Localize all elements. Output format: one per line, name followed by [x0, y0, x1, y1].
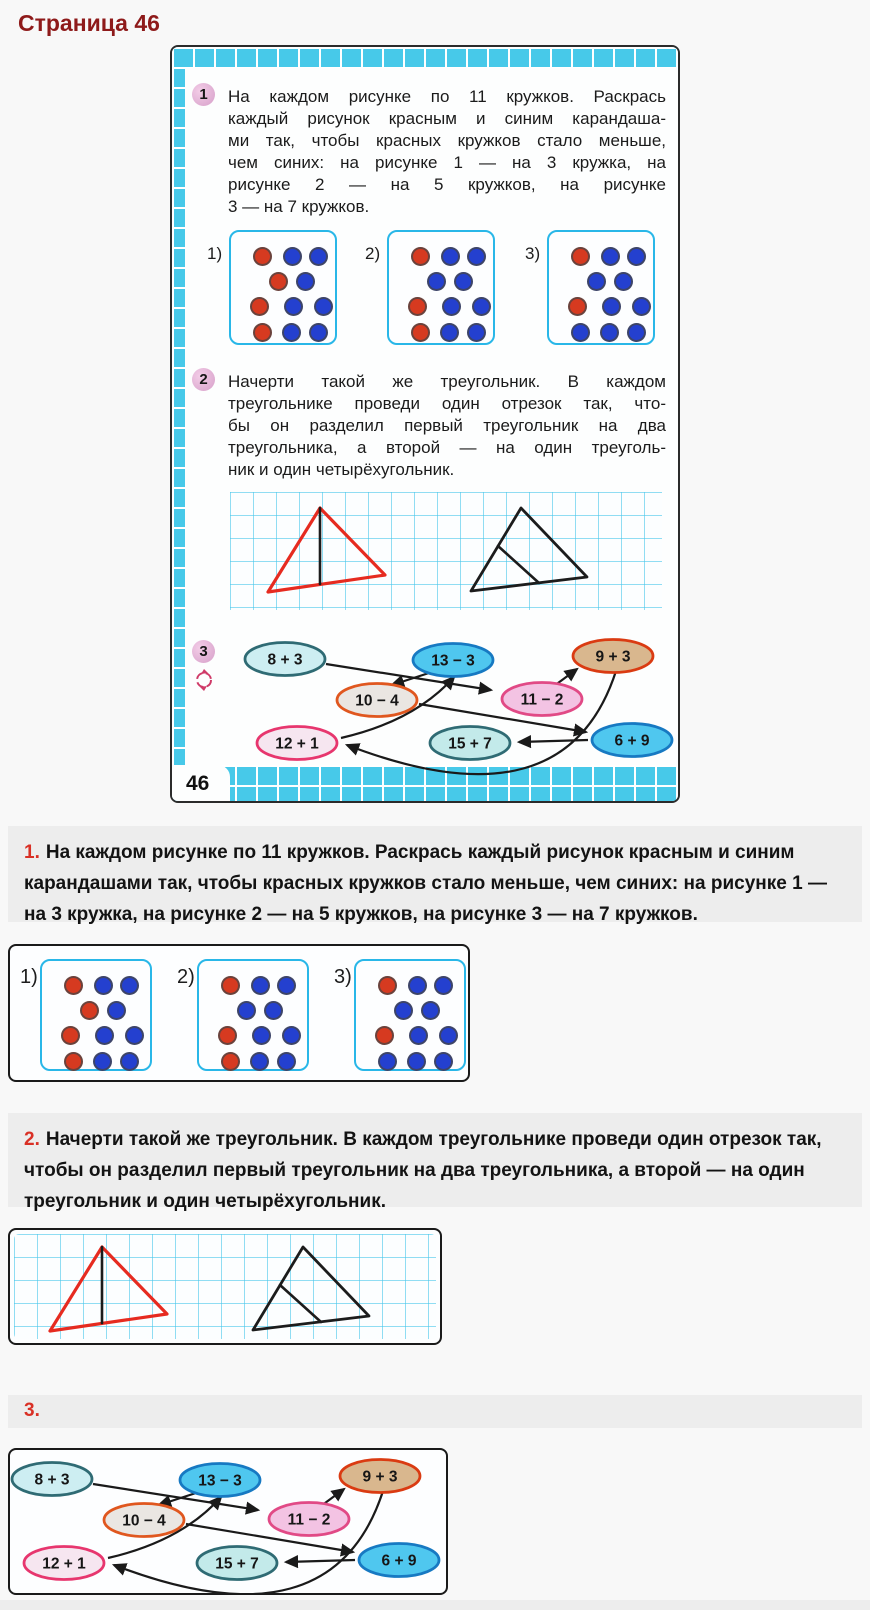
- blue-circle: [394, 1001, 413, 1020]
- scan-border-top: [172, 47, 678, 68]
- text-line: бы он разделил первый треугольник на два: [228, 416, 666, 435]
- expression-text: 15 + 7: [448, 735, 492, 753]
- blue-circle: [283, 247, 302, 266]
- expression-oval: [257, 727, 337, 760]
- exercise-2-body: Начерти такой же треугольник. В каждом треугольнике проведи один отрезок так, чтобы он разделил первый треугольник на два треугольника, а второй — на один треугольник и один четырёхугольник.: [24, 1129, 822, 1212]
- task-1-badge: 1: [192, 83, 215, 106]
- arrow-6 + 9-to-15 + 7: [286, 1560, 355, 1562]
- expression-text: 11 − 2: [520, 691, 564, 709]
- triangle-edge: [253, 1247, 369, 1330]
- expression-text: 13 − 3: [431, 652, 475, 670]
- red-circle: [64, 1052, 83, 1071]
- expression-oval: [180, 1464, 260, 1497]
- expression-text: 10 − 4: [122, 1512, 166, 1530]
- exercise-2-figure-grid: [14, 1234, 436, 1339]
- expression-text: 15 + 7: [215, 1555, 259, 1573]
- blue-circle: [439, 1026, 458, 1045]
- red-circle: [411, 323, 430, 342]
- exercise-2-statement: [8, 1113, 862, 1212]
- text-line: ник и один четырёхугольник.: [228, 460, 455, 479]
- scan-page-number-label: 46: [186, 772, 210, 795]
- circle-picture: [547, 230, 655, 345]
- expression-oval: [12, 1463, 92, 1496]
- task-2-badge: 2: [192, 368, 215, 391]
- triangle-edge: [268, 508, 385, 592]
- red-circle: [61, 1026, 80, 1045]
- triangle-edge: [471, 508, 587, 591]
- blue-circle: [309, 323, 328, 342]
- blue-circle: [467, 247, 486, 266]
- text-line: 3 — на 7 кружков.: [228, 197, 370, 216]
- expression-text: 6 + 9: [614, 732, 650, 750]
- exercise-1-statement: [8, 826, 862, 925]
- blue-circle: [93, 1052, 112, 1071]
- blue-circle: [282, 323, 301, 342]
- expression-text: 12 + 1: [275, 735, 319, 753]
- expression-text: 9 + 3: [362, 1468, 398, 1486]
- text-line: ми так, чтобы красных кружков стало меньше,: [228, 131, 666, 150]
- blue-circle: [442, 297, 461, 316]
- expression-oval: [104, 1504, 184, 1537]
- blue-circle: [427, 272, 446, 291]
- triangle-edge: [280, 1285, 321, 1322]
- blue-circle: [441, 247, 460, 266]
- text-line: треугольнике проведи один отрезок так, что-: [228, 394, 666, 413]
- triangle-edge: [50, 1247, 167, 1331]
- blue-circle: [440, 323, 459, 342]
- blue-circle: [571, 323, 590, 342]
- text-line: каждый рисунок красным и синим карандаша-: [228, 109, 666, 128]
- blue-circle: [600, 323, 619, 342]
- exercise-1-answer-box: [8, 944, 470, 1082]
- blue-circle: [627, 247, 646, 266]
- exercise-3-diagram: [8, 1449, 442, 1595]
- blue-circle: [409, 1026, 428, 1045]
- red-circle: [411, 247, 430, 266]
- arrow-13 − 3-to-10 − 4: [159, 1492, 199, 1505]
- blue-circle: [614, 272, 633, 291]
- text-line: рисунке 2 — на 5 кружков, на рисунке: [228, 175, 666, 194]
- task-2-figure-grid: [230, 492, 662, 610]
- blue-circle: [434, 1052, 453, 1071]
- blue-circle: [467, 323, 486, 342]
- expression-oval: [340, 1460, 420, 1493]
- expression-text: 13 − 3: [198, 1472, 242, 1490]
- triangle-edge: [498, 546, 539, 583]
- page-title: Страница 46: [18, 10, 160, 36]
- expression-oval: [24, 1547, 104, 1580]
- expression-oval: [359, 1544, 439, 1577]
- red-circle: [221, 1052, 240, 1071]
- blue-circle: [454, 272, 473, 291]
- blue-circle: [378, 1052, 397, 1071]
- scan-border-left: [172, 67, 185, 767]
- red-circle: [80, 1001, 99, 1020]
- expression-oval: [430, 727, 510, 760]
- picture-label: 3): [334, 966, 352, 988]
- red-circle: [218, 1026, 237, 1045]
- blue-circle: [277, 976, 296, 995]
- text-line: Начерти такой же треугольник. В каждом: [228, 372, 666, 391]
- red-circle: [250, 297, 269, 316]
- expression-text: 8 + 3: [267, 651, 303, 669]
- expression-oval: [337, 684, 417, 717]
- textbook-scan: [170, 45, 680, 803]
- red-circle: [378, 976, 397, 995]
- task-2-text: [228, 371, 666, 481]
- blue-circle: [434, 976, 453, 995]
- red-circle: [64, 976, 83, 995]
- arrow-13 − 3-to-10 − 4: [392, 672, 432, 685]
- red-circle: [221, 976, 240, 995]
- blue-circle: [94, 976, 113, 995]
- expression-oval: [573, 640, 653, 673]
- exercise-2-number: 2.: [24, 1129, 40, 1150]
- red-circle: [253, 323, 272, 342]
- exercise-3-answer-box: [8, 1448, 448, 1595]
- red-circle: [375, 1026, 394, 1045]
- expression-text: 12 + 1: [42, 1555, 86, 1573]
- picture-label: 1): [20, 966, 38, 988]
- expression-text: 6 + 9: [381, 1552, 417, 1570]
- blue-circle: [252, 1026, 271, 1045]
- expression-oval: [592, 724, 672, 757]
- expression-text: 8 + 3: [34, 1471, 70, 1489]
- blue-circle: [120, 1052, 139, 1071]
- expression-oval: [269, 1503, 349, 1536]
- expression-oval: [502, 683, 582, 716]
- blue-circle: [587, 272, 606, 291]
- blue-circle: [602, 297, 621, 316]
- blue-circle: [421, 1001, 440, 1020]
- task-2-figure: [230, 492, 654, 602]
- blue-circle: [250, 1052, 269, 1071]
- blue-circle: [314, 297, 333, 316]
- blue-circle: [284, 297, 303, 316]
- blue-circle: [107, 1001, 126, 1020]
- blue-circle: [408, 976, 427, 995]
- circle-picture: [229, 230, 337, 345]
- circle-picture: [40, 959, 152, 1071]
- picture-label: 1): [207, 244, 223, 263]
- picture-label: 2): [365, 244, 381, 263]
- task-3-diagram: [235, 629, 675, 787]
- exercise-3-number: 3.: [24, 1400, 40, 1421]
- red-circle: [253, 247, 272, 266]
- blue-circle: [309, 247, 328, 266]
- expression-text: 11 − 2: [287, 1511, 331, 1529]
- exercise-2-answer-box: [8, 1228, 442, 1345]
- expression-oval: [245, 643, 325, 676]
- red-circle: [408, 297, 427, 316]
- picture-label: 2): [177, 966, 195, 988]
- scan-page-number: [172, 765, 230, 803]
- blue-circle: [472, 297, 491, 316]
- blue-circle: [601, 247, 620, 266]
- red-circle: [269, 272, 288, 291]
- circle-picture: [354, 959, 466, 1071]
- blue-circle: [120, 976, 139, 995]
- circle-picture: [197, 959, 309, 1071]
- blue-circle: [627, 323, 646, 342]
- blue-circle: [407, 1052, 426, 1071]
- blue-circle: [125, 1026, 144, 1045]
- cycle-arrows-icon: [193, 669, 215, 691]
- next-block-edge: [0, 1600, 870, 1610]
- expression-text: 9 + 3: [595, 648, 631, 666]
- task-1-text: [228, 86, 666, 218]
- blue-circle: [237, 1001, 256, 1020]
- picture-label: 3): [525, 244, 541, 263]
- blue-circle: [251, 976, 270, 995]
- expression-oval: [413, 644, 493, 677]
- text-line: треугольника, а второй — на один треуголь-: [228, 438, 666, 457]
- blue-circle: [277, 1052, 296, 1071]
- expression-oval: [197, 1547, 277, 1580]
- expression-text: 10 − 4: [355, 692, 399, 710]
- exercise-3-statement: [8, 1395, 862, 1428]
- blue-circle: [95, 1026, 114, 1045]
- arrow-6 + 9-to-15 + 7: [519, 740, 588, 742]
- red-circle: [568, 297, 587, 316]
- blue-circle: [282, 1026, 301, 1045]
- exercise-2-figure: [12, 1231, 436, 1341]
- blue-circle: [632, 297, 651, 316]
- task-1-pictures: [192, 230, 662, 348]
- exercise-1-body: На каждом рисунке по 11 кружков. Раскрась каждый рисунок красным и синим карандашами так, чтобы красных кружков стало меньше, чем синих: на рисунке 1 — на 3 кружка, на рисунке 2 — на 5 кружков, на рисунке 3 — на 7 кружков.: [24, 842, 827, 925]
- text-line: На каждом рисунке по 11 кружков. Раскрась: [228, 87, 666, 106]
- blue-circle: [264, 1001, 283, 1020]
- task-3-badge: 3: [192, 640, 215, 663]
- red-circle: [571, 247, 590, 266]
- blue-circle: [296, 272, 315, 291]
- text-line: чем синих: на рисунке 1 — на 3 кружка, на: [228, 153, 666, 172]
- circle-picture: [387, 230, 495, 345]
- exercise-1-number: 1.: [24, 842, 40, 863]
